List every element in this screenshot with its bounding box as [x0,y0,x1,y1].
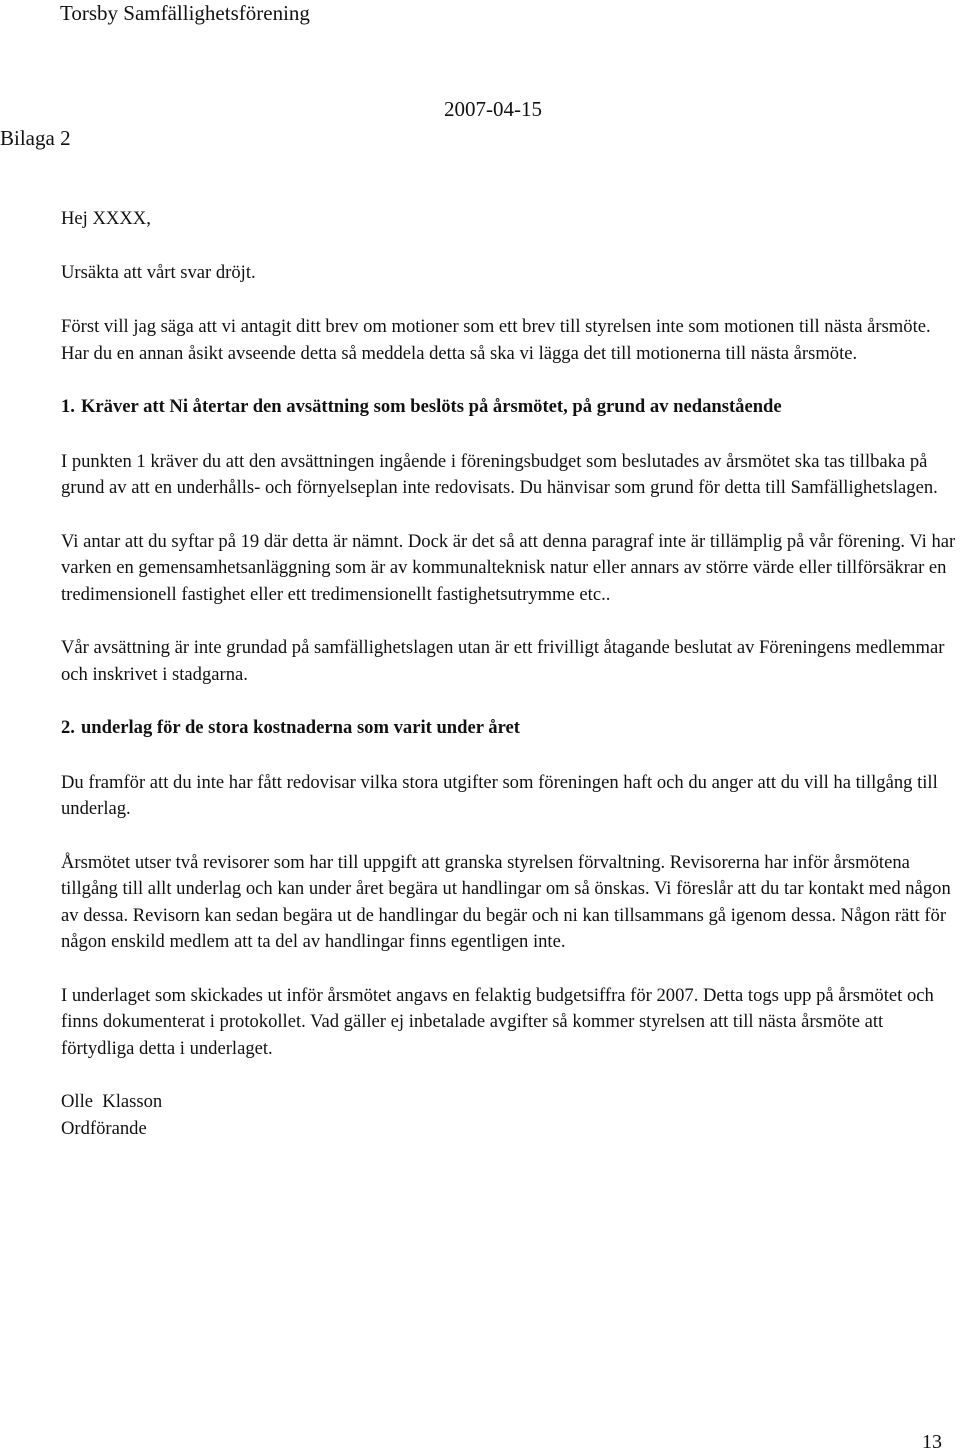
intro-paragraph: Först vill jag säga att vi antagit ditt brev om motioner som ett brev till styrelsen inte som motionen till nästa årsmöte. Har du en annan åsikt avseende detta så meddela detta så ska vi lägga det till motionerna till nästa årsmöte. [61,316,931,364]
section-2-title: underlag för de stora kostnaderna som varit under året [80,717,520,738]
greeting: Hej XXXX, [61,208,151,229]
section-2-number: 2. [61,717,75,738]
signature-name: Olle Klasson [61,1091,163,1112]
section-2-paragraph-1: Du framför att du inte har fått redovisar vilka stora utgifter som föreningen haft och du anger att du vill ha tillgång till underlag. [61,771,938,819]
section-1-paragraph-1: I punkten 1 kräver du att den avsättningen ingående i föreningsbudget som beslutades av årsmötet ska tas tillbaka på grund av att en underhålls- och förnyelseplan inte redovisats. Du hänvisar som grund för detta till Samfällighetslagen. [61,450,938,498]
page-number: 13 [922,1431,942,1453]
signature-title: Ordförande [61,1117,147,1139]
section-1-title: Kräver att Ni återtar den avsättning som beslöts på årsmötet, på grund av nedanstående [80,396,782,417]
section-1-number: 1. [61,396,75,417]
letter-body [61,206,956,1142]
organization-name: Torsby Samfällighetsförening [60,1,310,25]
section-2-heading [61,715,956,742]
apology-paragraph: Ursäkta att vårt svar dröjt. [61,261,256,283]
letter-date: 2007-04-15 [444,97,542,121]
section-1-heading [61,394,956,421]
section-2-paragraph-2: Årsmötet utser två revisorer som har till uppgift att granska styrelsen förvaltning. Revisorerna har inför årsmötena tillgång till allt underlag och kan under året begära ut handlingar om så önskas. Vi föreslår att du tar kontakt med någon av dessa. Revisorn kan sedan begära ut de handlingar du begär och ni kan tillsammans gå igenom dessa. Någon rätt för någon enskild medlem att ta del av handlingar finns egentligen inte. [61,851,951,952]
attachment-label: Bilaga 2 [0,126,71,150]
section-1-paragraph-2: Vi antar att du syftar på 19 där detta är nämnt. Dock är det så att denna paragraf inte är tillämplig på vår förening. Vi har varken en gemensamhetsanläggning som är av kommunalteknisk natur eller annars av större värde eller tillförsäkrar en tredimensionell fastighet eller ett tredimensionellt fastighetsutrymme etc.. [61,530,956,605]
section-1-paragraph-3: Vår avsättning är inte grundad på samfällighetslagen utan är ett frivilligt åtagande beslutat av Föreningens medlemmar och inskrivet i stadgarna. [61,637,945,685]
section-2-paragraph-3: I underlaget som skickades ut inför årsmötet angavs en felaktig budgetsiffra för 2007. Detta togs upp på årsmötet och finns dokumenterat i protokollet. Vad gäller ej inbetalade avgifter så kommer styrelsen att till nästa årsmöte att förtydliga detta i underlaget. [61,984,934,1059]
